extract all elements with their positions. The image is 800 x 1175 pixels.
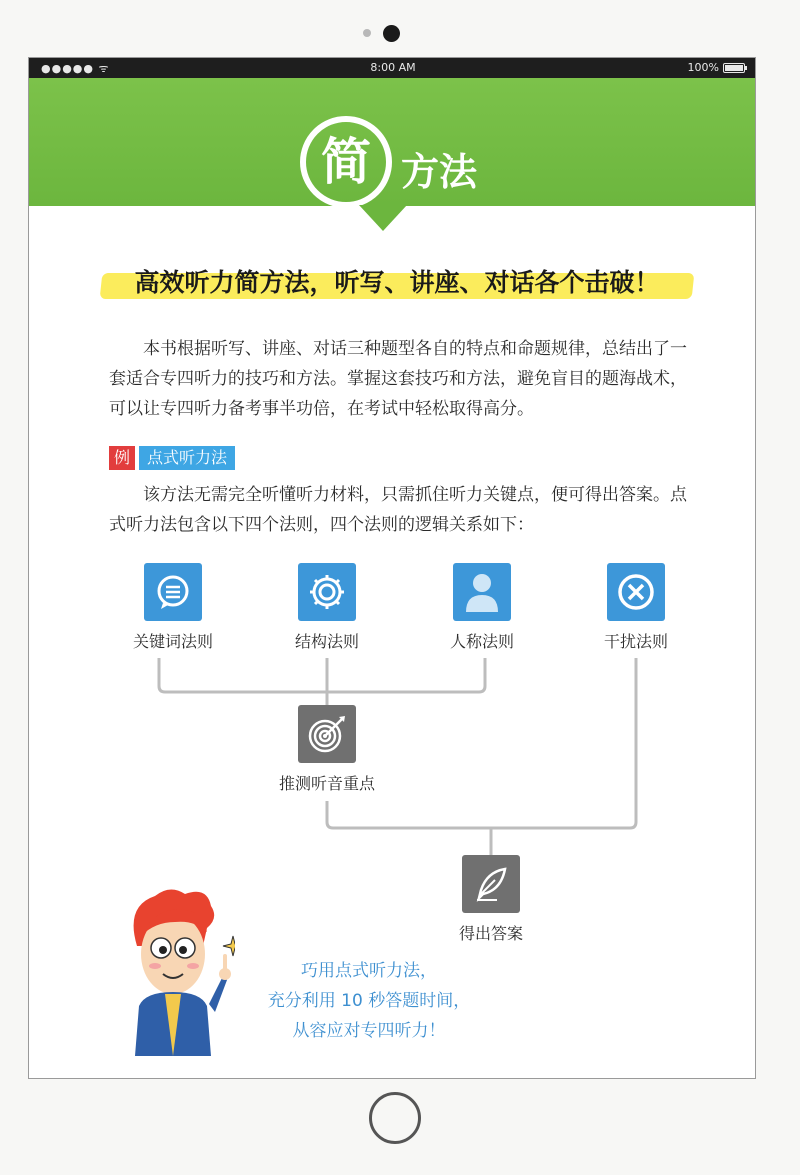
- node-interference-rule: [576, 563, 696, 652]
- node-label: 干扰法则: [603, 632, 668, 651]
- node-predict-focus: [266, 705, 388, 794]
- tip-line-3: 从容应对专四听力！: [292, 1021, 446, 1041]
- camera-icon: [383, 25, 400, 42]
- node-structure-rule: [267, 563, 387, 652]
- badge-char: 简: [321, 133, 371, 191]
- headline-text: 高效听力简方法，听写、讲座、对话各个击破！: [134, 268, 660, 297]
- screen: [28, 57, 756, 1079]
- quill-icon: [462, 855, 520, 913]
- node-label: 人称法则: [449, 632, 514, 651]
- intro-text: 本书根据听写、讲座、对话三种题型各自的特点和命题规律，总结出了一套适合专四听力的技巧和方法。掌握这套技巧和方法，避免盲目的题海战术，可以让专四听力备考事半功倍，在考试中轻松取得高分。: [109, 339, 687, 419]
- sensor-dot: [363, 29, 371, 37]
- example-title: 点式听力法: [139, 446, 235, 470]
- battery-percent: 100%: [687, 61, 719, 74]
- person-icon: [453, 563, 511, 621]
- node-label: 结构法则: [294, 632, 359, 651]
- node-get-answer: [431, 855, 551, 944]
- home-button[interactable]: [369, 1092, 421, 1144]
- method-text: 该方法无需完全听懂听力材料，只需抓住听力关键点，便可得出答案。点式听力法包含以下四个法则，四个法则的逻辑关系如下：: [109, 485, 687, 535]
- mascot-illustration: [115, 876, 235, 1056]
- speech-bubble-icon: [144, 563, 202, 621]
- node-person-rule: [422, 563, 542, 652]
- tip-text: [239, 956, 499, 1046]
- node-label: 得出答案: [458, 924, 523, 943]
- cross-circle-icon: [607, 563, 665, 621]
- example-tag: 例: [109, 446, 135, 470]
- tip-line-1: 巧用点式听力法，: [301, 961, 437, 981]
- node-label: 推测听音重点: [278, 774, 375, 793]
- page-title: 方法: [401, 150, 478, 194]
- signal-indicator: ●●●●● ᯤ: [41, 62, 110, 75]
- tip-line-2: 充分利用 10 秒答题时间，: [267, 991, 471, 1011]
- target-icon: [298, 705, 356, 763]
- node-label: 关键词法则: [132, 632, 213, 651]
- status-time: 8:00 AM: [370, 61, 416, 74]
- gear-icon: [298, 563, 356, 621]
- node-keyword-rule: [113, 563, 233, 652]
